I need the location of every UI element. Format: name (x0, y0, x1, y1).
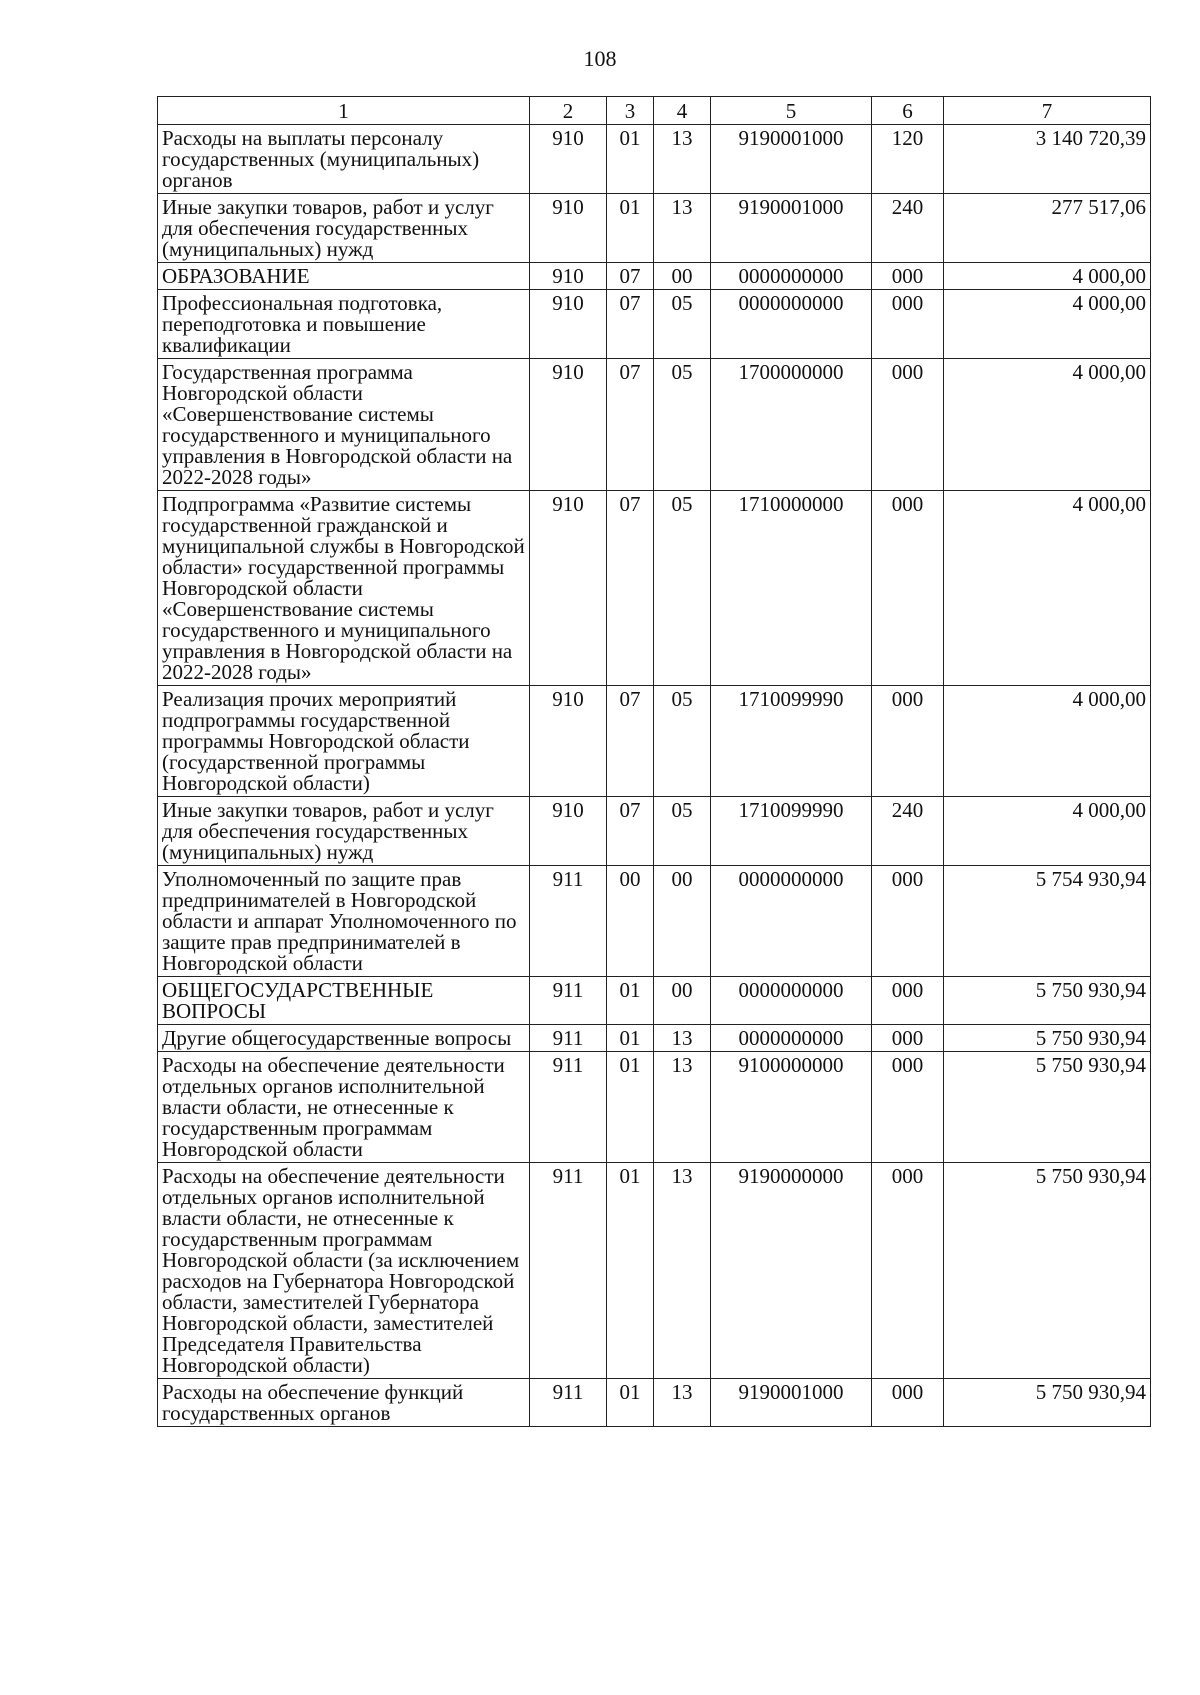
row-code-expense-type: 000 (872, 1163, 944, 1379)
row-code-section: 01 (607, 977, 654, 1025)
column-header: 5 (711, 97, 872, 125)
column-header: 7 (944, 97, 1151, 125)
column-header: 4 (654, 97, 711, 125)
row-name: Иные закупки товаров, работ и услуг для обеспечения государственных (муниципальных) нужд (158, 194, 530, 263)
row-code-target: 9190001000 (711, 1379, 872, 1427)
row-code-target: 9190001000 (711, 194, 872, 263)
row-code-ministry: 910 (530, 125, 607, 194)
row-name: Расходы на обеспечение деятельности отдельных органов исполнительной власти области, не отнесенные к государственным программам Новгородской области (158, 1052, 530, 1163)
row-name: Профессиональная подготовка, переподготовка и повышение квалификации (158, 290, 530, 359)
table-row (158, 359, 1151, 491)
table-row (158, 797, 1151, 866)
row-name: Расходы на обеспечение деятельности отдельных органов исполнительной власти области, не отнесенные к государственным программам Новгородской области (за исключением расходов на Губернатора Новгородской области, заместителей Губернатора Новгородской области, заместителей Председателя Правительства Новгородской области) (158, 1163, 530, 1379)
row-code-ministry: 911 (530, 1163, 607, 1379)
row-code-subsection: 05 (654, 686, 711, 797)
row-amount: 4 000,00 (944, 491, 1151, 686)
row-name: ОБЩЕГОСУДАРСТВЕННЫЕ ВОПРОСЫ (158, 977, 530, 1025)
row-amount: 4 000,00 (944, 686, 1151, 797)
row-code-expense-type: 000 (872, 290, 944, 359)
row-name: Расходы на выплаты персоналу государственных (муниципальных) органов (158, 125, 530, 194)
row-code-ministry: 910 (530, 290, 607, 359)
row-code-subsection: 13 (654, 1163, 711, 1379)
row-code-expense-type: 000 (872, 491, 944, 686)
header-row (158, 97, 1151, 125)
row-code-section: 01 (607, 1025, 654, 1052)
row-code-section: 01 (607, 125, 654, 194)
row-code-target: 0000000000 (711, 290, 872, 359)
row-amount: 277 517,06 (944, 194, 1151, 263)
row-code-subsection: 13 (654, 194, 711, 263)
row-code-target: 0000000000 (711, 263, 872, 290)
row-name: Другие общегосударственные вопросы (158, 1025, 530, 1052)
row-code-section: 01 (607, 1163, 654, 1379)
row-code-expense-type: 000 (872, 686, 944, 797)
row-name: Расходы на обеспечение функций государственных органов (158, 1379, 530, 1427)
row-code-target: 9190000000 (711, 1163, 872, 1379)
row-code-ministry: 910 (530, 359, 607, 491)
row-code-subsection: 05 (654, 491, 711, 686)
row-code-subsection: 05 (654, 359, 711, 491)
row-code-subsection: 13 (654, 1025, 711, 1052)
row-code-expense-type: 000 (872, 1052, 944, 1163)
row-code-target: 0000000000 (711, 1025, 872, 1052)
table-row (158, 1025, 1151, 1052)
row-code-expense-type: 120 (872, 125, 944, 194)
table-row (158, 1052, 1151, 1163)
page-number: 108 (583, 46, 617, 71)
row-code-expense-type: 000 (872, 359, 944, 491)
row-amount: 5 750 930,94 (944, 1052, 1151, 1163)
row-code-target: 0000000000 (711, 866, 872, 977)
table-row (158, 686, 1151, 797)
table-row (158, 1163, 1151, 1379)
row-amount: 4 000,00 (944, 797, 1151, 866)
row-amount: 3 140 720,39 (944, 125, 1151, 194)
row-code-subsection: 00 (654, 866, 711, 977)
row-code-expense-type: 000 (872, 1025, 944, 1052)
row-name: Уполномоченный по защите прав предпринимателей в Новгородской области и аппарат Уполномоченного по защите прав предпринимателей в Новгородской области (158, 866, 530, 977)
budget-table (157, 96, 1151, 1427)
row-code-target: 9100000000 (711, 1052, 872, 1163)
row-code-expense-type: 000 (872, 1379, 944, 1427)
column-header: 3 (607, 97, 654, 125)
table-row (158, 125, 1151, 194)
column-header: 6 (872, 97, 944, 125)
row-code-subsection: 13 (654, 125, 711, 194)
row-code-ministry: 911 (530, 866, 607, 977)
table-row (158, 194, 1151, 263)
row-code-section: 01 (607, 1379, 654, 1427)
row-code-target: 9190001000 (711, 125, 872, 194)
row-code-subsection: 13 (654, 1052, 711, 1163)
row-code-section: 01 (607, 194, 654, 263)
row-name: ОБРАЗОВАНИЕ (158, 263, 530, 290)
row-code-ministry: 910 (530, 491, 607, 686)
row-amount: 5 754 930,94 (944, 866, 1151, 977)
row-code-target: 1710000000 (711, 491, 872, 686)
row-amount: 5 750 930,94 (944, 977, 1151, 1025)
row-code-ministry: 911 (530, 1052, 607, 1163)
row-name: Подпрограмма «Развитие системы государственной гражданской и муниципальной службы в Новгородской области» государственной программы Новгородской области «Совершенствование системы государственного и муниципального управления в Новгородской области на 2022-2028 годы» (158, 491, 530, 686)
row-code-ministry: 910 (530, 797, 607, 866)
table-row (158, 866, 1151, 977)
row-amount: 5 750 930,94 (944, 1379, 1151, 1427)
row-amount: 4 000,00 (944, 359, 1151, 491)
row-code-expense-type: 000 (872, 866, 944, 977)
table-row (158, 977, 1151, 1025)
row-name: Реализация прочих мероприятий подпрограммы государственной программы Новгородской области (государственной программы Новгородской области) (158, 686, 530, 797)
row-code-subsection: 13 (654, 1379, 711, 1427)
row-code-section: 07 (607, 359, 654, 491)
row-code-expense-type: 240 (872, 797, 944, 866)
row-code-ministry: 911 (530, 1379, 607, 1427)
row-code-section: 07 (607, 797, 654, 866)
table-row (158, 263, 1151, 290)
row-code-target: 0000000000 (711, 977, 872, 1025)
row-code-expense-type: 000 (872, 263, 944, 290)
row-code-expense-type: 000 (872, 977, 944, 1025)
row-code-section: 07 (607, 263, 654, 290)
column-header: 2 (530, 97, 607, 125)
row-code-ministry: 910 (530, 194, 607, 263)
row-code-subsection: 00 (654, 977, 711, 1025)
row-code-target: 1710099990 (711, 686, 872, 797)
row-code-section: 00 (607, 866, 654, 977)
row-code-target: 1710099990 (711, 797, 872, 866)
row-code-section: 07 (607, 491, 654, 686)
row-code-ministry: 911 (530, 977, 607, 1025)
row-name: Государственная программа Новгородской области «Совершенствование системы государственного и муниципального управления в Новгородской области на 2022-2028 годы» (158, 359, 530, 491)
row-amount: 4 000,00 (944, 263, 1151, 290)
row-code-ministry: 910 (530, 686, 607, 797)
row-code-section: 07 (607, 686, 654, 797)
table-row (158, 491, 1151, 686)
row-code-subsection: 00 (654, 263, 711, 290)
row-code-ministry: 911 (530, 1025, 607, 1052)
row-code-subsection: 05 (654, 290, 711, 359)
table-row (158, 290, 1151, 359)
row-amount: 4 000,00 (944, 290, 1151, 359)
row-name: Иные закупки товаров, работ и услуг для обеспечения государственных (муниципальных) нужд (158, 797, 530, 866)
row-code-expense-type: 240 (872, 194, 944, 263)
column-header: 1 (158, 97, 530, 125)
row-code-ministry: 910 (530, 263, 607, 290)
row-code-target: 1700000000 (711, 359, 872, 491)
row-amount: 5 750 930,94 (944, 1163, 1151, 1379)
row-code-section: 07 (607, 290, 654, 359)
row-code-subsection: 05 (654, 797, 711, 866)
row-code-section: 01 (607, 1052, 654, 1163)
row-amount: 5 750 930,94 (944, 1025, 1151, 1052)
table-row (158, 1379, 1151, 1427)
